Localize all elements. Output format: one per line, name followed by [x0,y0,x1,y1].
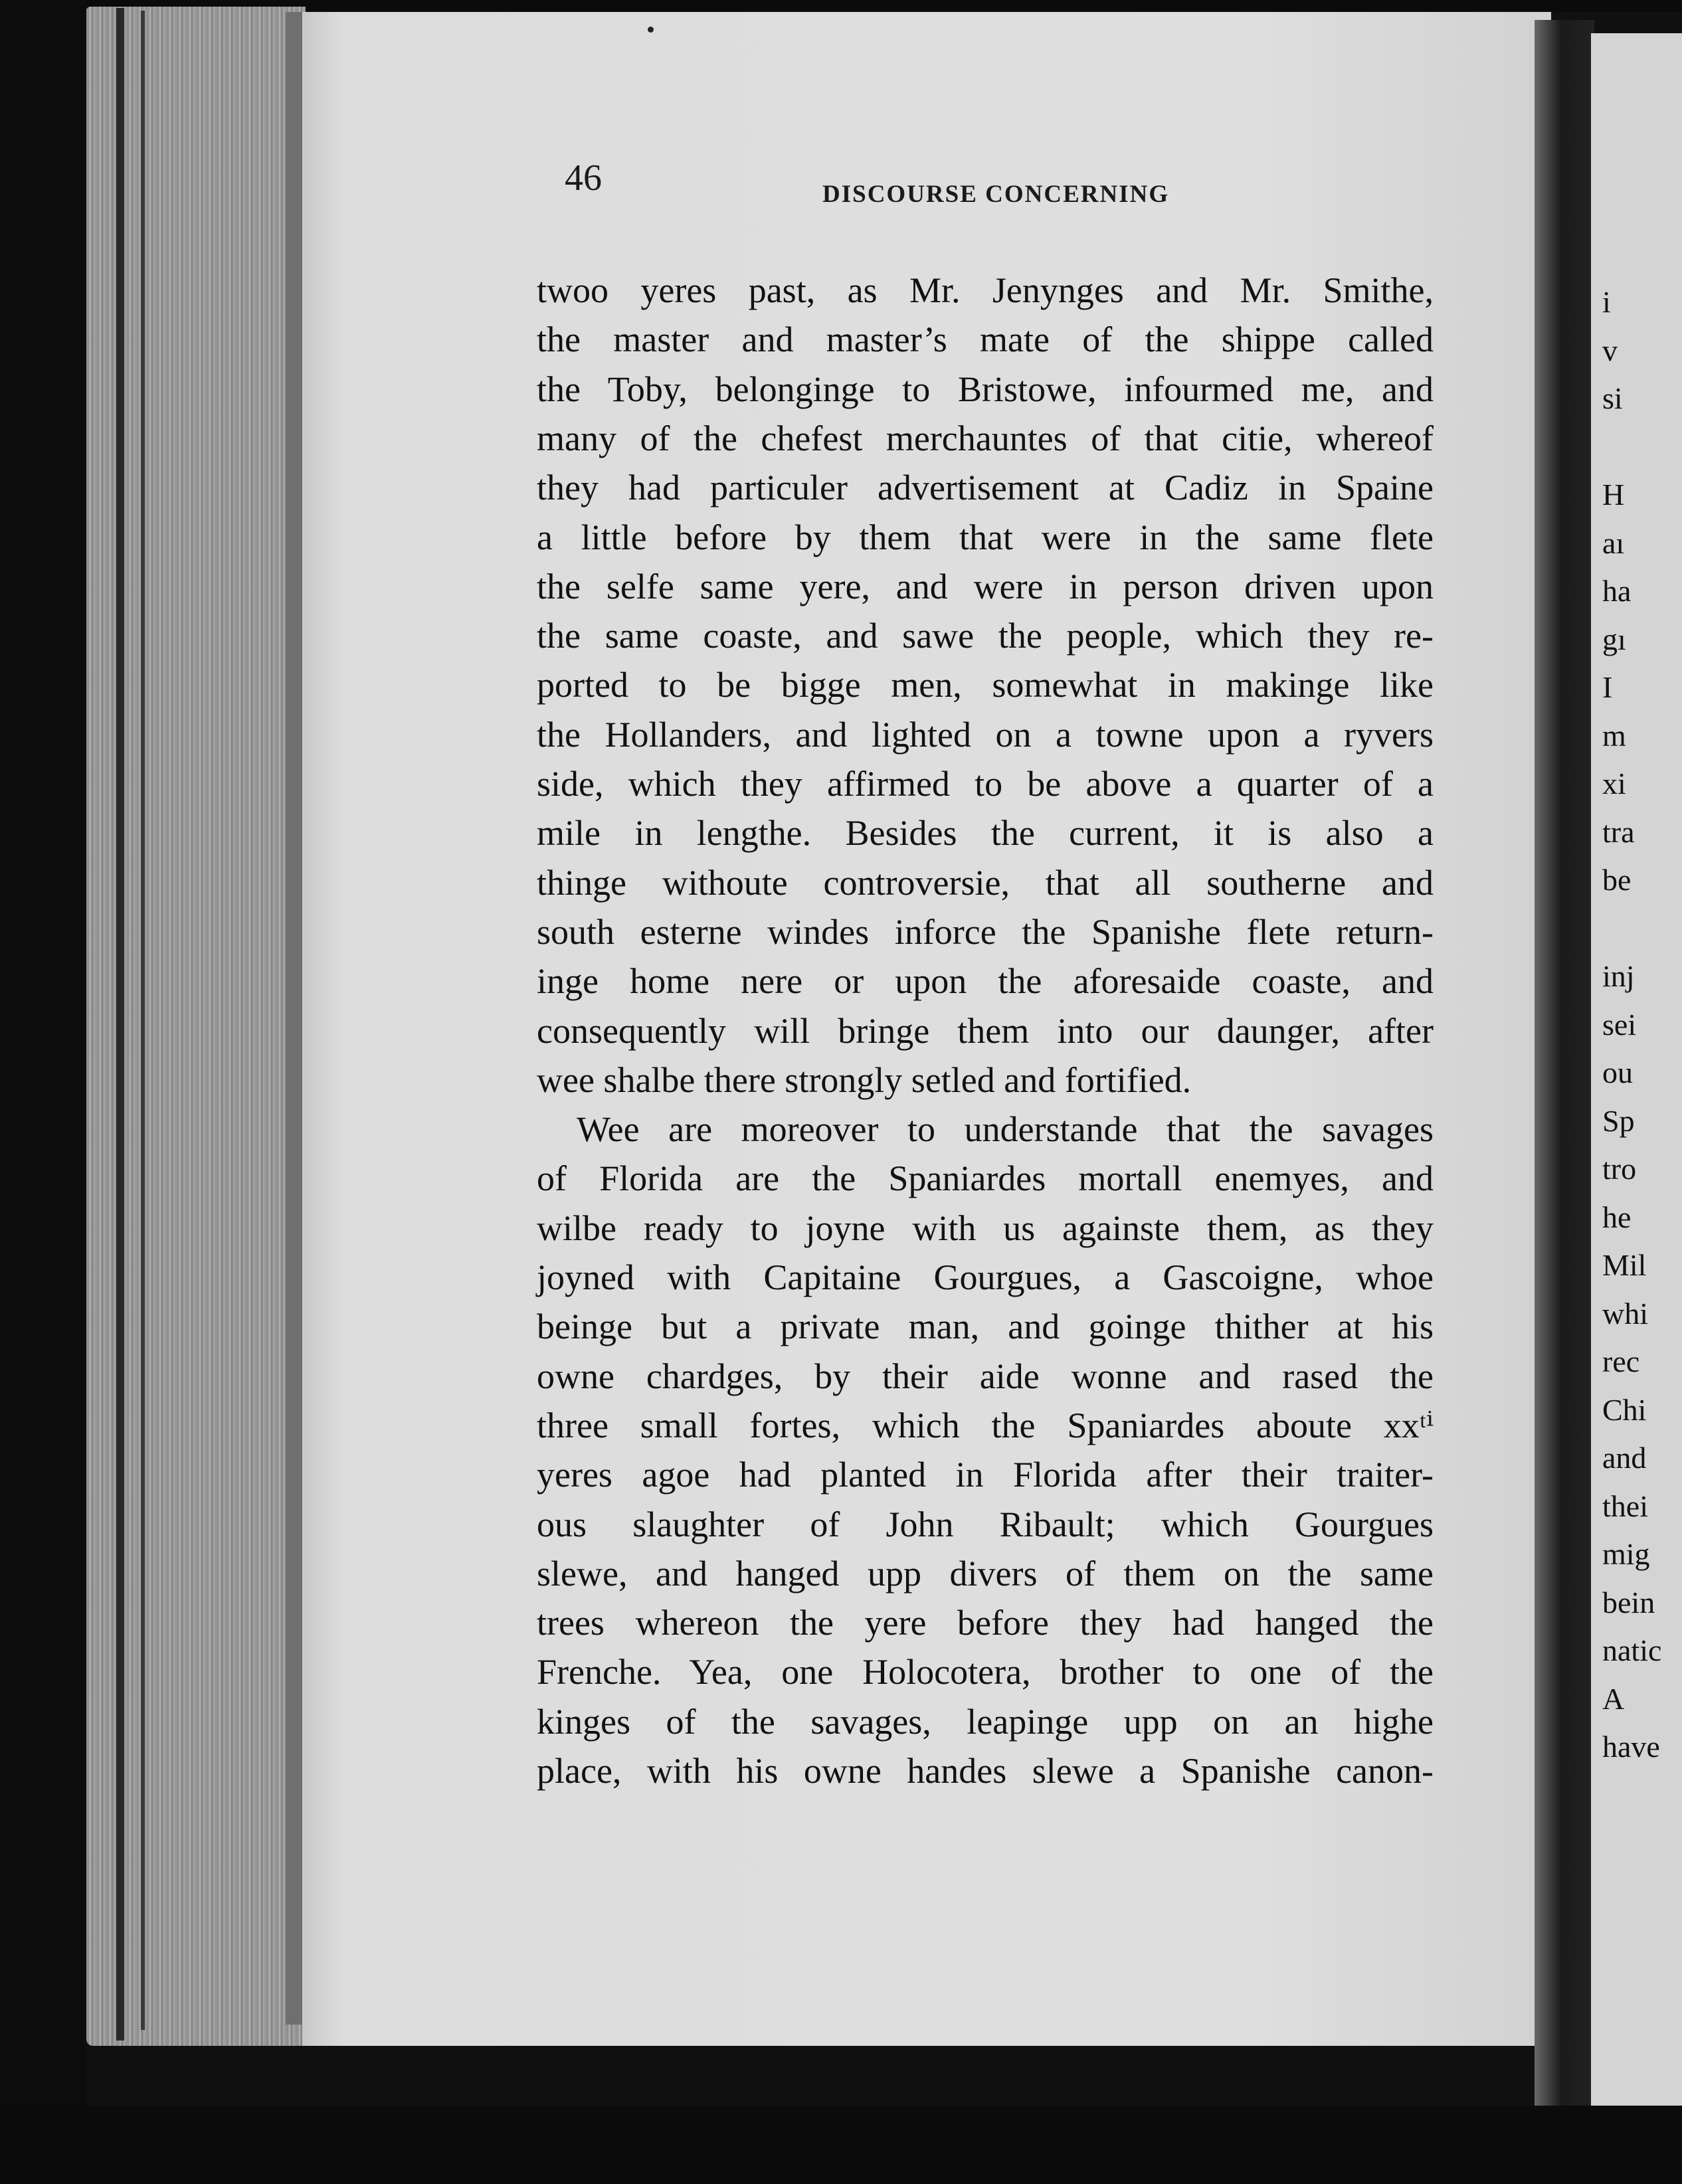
text-line: Wee are moreover to understande that the savages [577,1109,1434,1150]
facing-page-fragment: gı [1602,622,1626,656]
text-line: they had particuler advertisement at Cadiz in Spaine [537,468,1434,508]
text-line: beinge but a private man, and goinge thither at his [537,1307,1434,1347]
text-line: place, with his owne handes slewe a Spanishe canon- [537,1751,1434,1791]
book-edge-shadow [116,8,124,2041]
text-line: inge home nere or upon the aforesaide coaste, and [537,961,1434,1002]
text-line: wee shalbe there strongly setled and fortified. [537,1059,1192,1100]
facing-page-fragment: tro [1602,1152,1637,1186]
text-line: kinges of the savages, leapinge upp on an highe [537,1701,1434,1742]
page-number: 46 [565,157,602,199]
facing-page-fragment: and [1602,1441,1647,1475]
text-line: trees whereon the yere before they had hanged the [537,1603,1434,1643]
facing-page-fragment: have [1602,1730,1660,1764]
facing-page-fragment: inj [1602,959,1635,993]
facing-page-fragment: bein [1602,1585,1655,1619]
text-line: a little before by them that were in the same flete [537,517,1434,557]
text-line: ported to be bigge men, somewhat in makinge like [537,665,1434,705]
facing-page-fragment: xi [1602,767,1626,800]
facing-page-fragment: ha [1602,574,1632,608]
facing-page-fragment: natic [1602,1633,1662,1667]
text-line: joyned with Capitaine Gourgues, a Gascoigne, whoe [537,1257,1434,1297]
text-line: twoo yeres past, as Mr. Jenynges and Mr. Smithe, [537,270,1434,310]
facing-page-fragment: H [1602,478,1625,511]
text-line: the Hollanders, and lighted on a towne upon a ryvers [537,714,1434,755]
facing-page-fragment: i [1602,285,1611,319]
text-line: Frenche. Yea, one Holocotera, brother to one of the [537,1652,1434,1692]
dust-speck [648,27,654,33]
facing-page-fragment: si [1602,381,1623,415]
scan-frame-left [0,0,86,2184]
text-line: of Florida are the Spaniardes mortall enemyes, and [537,1158,1434,1199]
facing-page-fragment: Chi [1602,1392,1647,1427]
facing-page-fragment: rec [1602,1344,1640,1378]
book-edge-shadow [141,11,145,2030]
text-line: owne chardges, by their aide wonne and rased the [537,1356,1434,1396]
facing-page-fragment: ou [1602,1055,1633,1089]
facing-page-fragment: m [1602,718,1626,753]
text-line: mile in lengthe. Besides the current, it is also a [537,813,1434,854]
text-line: many of the chefest merchauntes of that citie, whereof [537,418,1434,458]
text-line: side, which they affirmed to be above a quarter of a [537,764,1434,804]
text-line: slewe, and hanged upp divers of them on the same [537,1553,1434,1593]
text-line: the Toby, belonginge to Bristowe, infourmed me, and [537,369,1434,409]
book-gutter [1535,20,1594,2112]
facing-page-fragment: v [1602,333,1618,367]
facing-page-fragment: aı [1602,525,1625,560]
text-line: consequently will bringe them into our daunger, after [537,1010,1434,1051]
text-line: south esterne windes inforce the Spanishe flete return- [537,911,1434,952]
text-line: the master and master’s mate of the shippe called [537,319,1434,360]
facing-page-fragment: Sp [1602,1103,1635,1138]
text-line: the same coaste, and sawe the people, which they re- [537,616,1434,656]
text-line: thinge withoute controversie, that all southerne and [537,862,1434,903]
text-line: ous slaughter of John Ribault; which Gourgues [537,1504,1434,1544]
facing-page-fragment: sei [1602,1007,1637,1042]
facing-page-fragment: thei [1602,1489,1648,1523]
facing-page-fragment: I [1602,670,1613,704]
text-line: wilbe ready to joyne with us againste them, as they [537,1208,1434,1248]
facing-page-fragment: Mil [1602,1248,1647,1282]
facing-page-fragment: tra [1602,814,1635,849]
text-line: the selfe same yere, and were in person driven upon [537,566,1434,606]
text-line: three small fortes, which the Spaniardes aboute xxᵗⁱ [537,1405,1434,1445]
facing-page-fragment: he [1602,1200,1632,1234]
facing-page-fragment: be [1602,863,1632,897]
running-head: DISCOURSE CONCERNING [822,181,1170,208]
text-line: yeres agoe had planted in Florida after their traiter- [537,1455,1434,1495]
facing-page-fragment: A [1602,1681,1625,1716]
facing-page-fragment: whi [1602,1296,1648,1330]
scan-frame-bottom [0,2106,1682,2184]
facing-page-fragment: mig [1602,1537,1650,1571]
